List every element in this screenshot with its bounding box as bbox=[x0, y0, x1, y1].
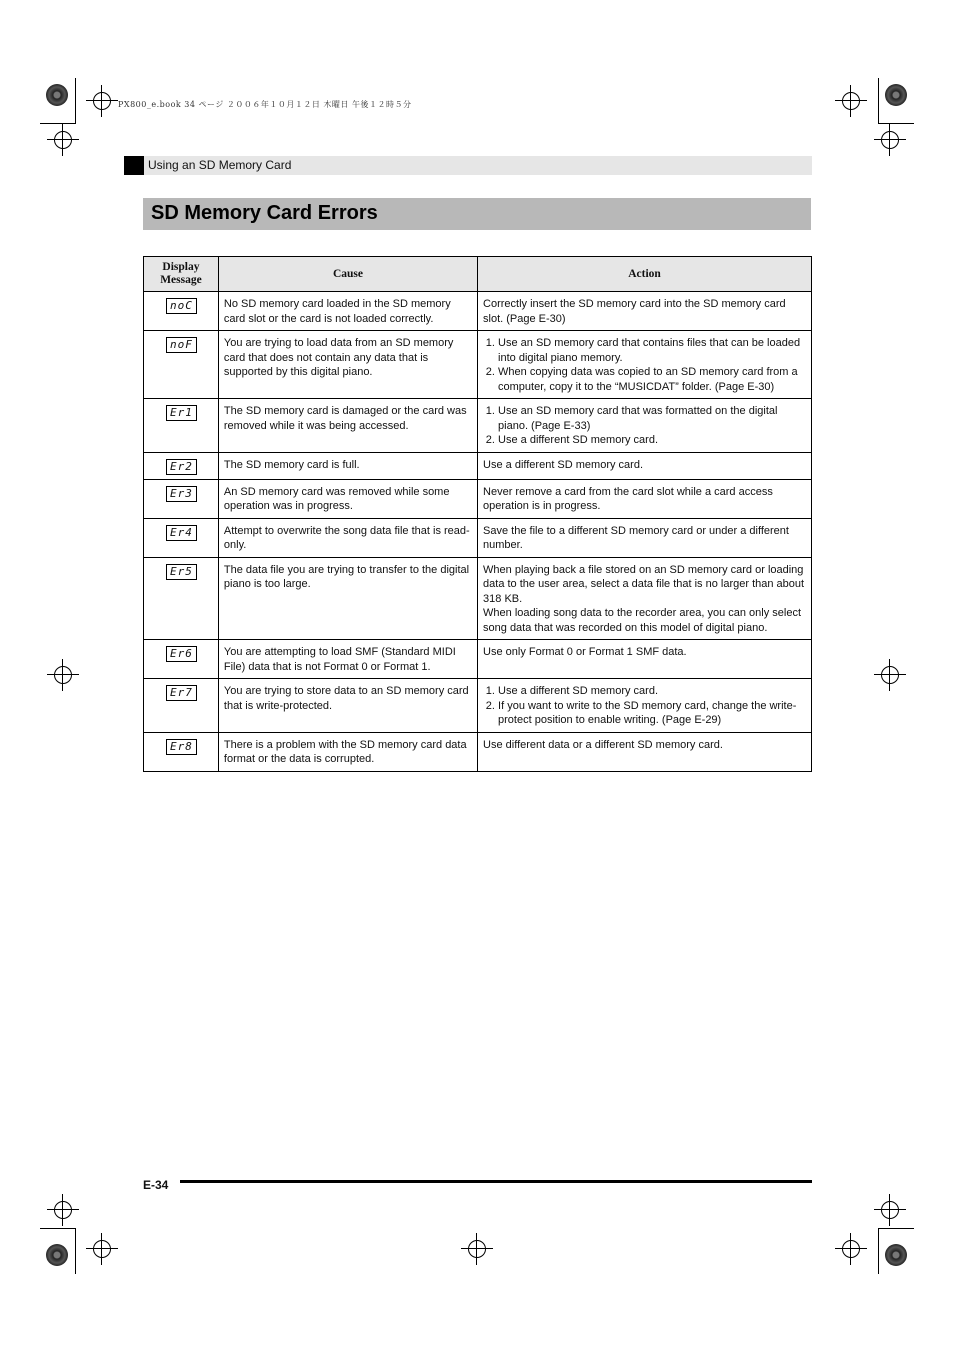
registration-mark bbox=[881, 1201, 899, 1219]
table-row bbox=[144, 640, 812, 679]
action-cell: Save the file to a different SD memory card or under a different number. bbox=[478, 518, 812, 557]
cause-cell: You are attempting to load SMF (Standard MIDI File) data that is not Format 0 or Format 1. bbox=[218, 640, 477, 679]
crop-mark bbox=[878, 78, 879, 124]
crop-mark bbox=[75, 1228, 76, 1274]
action-step: 1. Use a different SD memory card. bbox=[498, 684, 807, 699]
table-header-row bbox=[144, 257, 812, 292]
registration-disc-top-left bbox=[46, 84, 68, 106]
table-row bbox=[144, 292, 812, 331]
registration-mark bbox=[93, 92, 111, 110]
registration-disc-bottom-left bbox=[46, 1244, 68, 1266]
action-step: 2. When copying data was copied to an SD memory card from a computer, copy it to the “MUSICDAT” folder. (Page E-30) bbox=[498, 365, 807, 394]
crop-mark bbox=[878, 1228, 914, 1229]
running-head-marker bbox=[124, 156, 144, 175]
cause-cell: The SD memory card is damaged or the card was removed while it was being accessed. bbox=[218, 399, 477, 453]
lcd-display-message: Er3 bbox=[166, 486, 197, 502]
cause-cell: You are trying to load data from an SD memory card that does not contain any data that is supported by this digital piano. bbox=[218, 331, 477, 399]
crop-mark bbox=[40, 123, 76, 124]
registration-mark bbox=[54, 131, 72, 149]
crop-mark bbox=[75, 78, 76, 124]
registration-mark bbox=[842, 1240, 860, 1258]
action-cell bbox=[478, 331, 812, 399]
action-step: 1. Use an SD memory card that contains files that can be loaded into digital piano memory. bbox=[498, 336, 807, 365]
registration-mark bbox=[881, 666, 899, 684]
lcd-display-message: Er7 bbox=[166, 685, 197, 701]
lcd-display-message: Er4 bbox=[166, 525, 197, 541]
crop-mark bbox=[878, 1228, 879, 1274]
header-cause: Cause bbox=[218, 257, 477, 292]
action-cell: Use a different SD memory card. bbox=[478, 452, 812, 479]
cause-cell: You are trying to store data to an SD memory card that is write-protected. bbox=[218, 679, 477, 733]
action-step: 2. Use a different SD memory card. bbox=[498, 433, 807, 448]
table-row bbox=[144, 557, 812, 640]
lcd-display-message: Er1 bbox=[166, 405, 197, 421]
action-cell: Correctly insert the SD memory card into the SD memory card slot. (Page E-30) bbox=[478, 292, 812, 331]
print-slug: PX800_e.book 34 ページ ２００６年１０月１２日 木曜日 午後１２時５分 bbox=[118, 100, 412, 109]
lcd-display-message: Er6 bbox=[166, 646, 197, 662]
registration-mark bbox=[881, 131, 899, 149]
action-cell bbox=[478, 557, 812, 640]
lcd-display-message: Er8 bbox=[166, 739, 197, 755]
lcd-display-message: Er5 bbox=[166, 564, 197, 580]
registration-mark bbox=[54, 666, 72, 684]
lcd-display-message: Er2 bbox=[166, 459, 197, 475]
cause-cell: An SD memory card was removed while some operation was in progress. bbox=[218, 479, 477, 518]
running-head bbox=[124, 156, 812, 175]
registration-mark bbox=[54, 1201, 72, 1219]
cause-cell: Attempt to overwrite the song data file that is read-only. bbox=[218, 518, 477, 557]
error-table bbox=[143, 256, 812, 772]
cause-cell: The data file you are trying to transfer to the digital piano is too large. bbox=[218, 557, 477, 640]
action-step: 2. If you want to write to the SD memory card, change the write-protect position to enable writing. (Page E-29) bbox=[498, 699, 807, 728]
table-row bbox=[144, 331, 812, 399]
header-action: Action bbox=[478, 257, 812, 292]
action-step: 1. Use an SD memory card that was formatted on the digital piano. (Page E-33) bbox=[498, 404, 807, 433]
lcd-display-message: noF bbox=[166, 337, 197, 353]
registration-disc-top-right bbox=[885, 84, 907, 106]
cause-cell: There is a problem with the SD memory card data format or the data is corrupted. bbox=[218, 732, 477, 771]
page-number: E-34 bbox=[143, 1178, 169, 1192]
page-title: SD Memory Card Errors bbox=[151, 202, 378, 224]
crop-mark bbox=[40, 1228, 76, 1229]
action-cell: Never remove a card from the card slot while a card access operation is in progress. bbox=[478, 479, 812, 518]
table-row bbox=[144, 399, 812, 453]
lcd-display-message: noC bbox=[166, 298, 197, 314]
section-title-bar bbox=[143, 198, 811, 230]
table-row bbox=[144, 732, 812, 771]
table-row bbox=[144, 518, 812, 557]
registration-mark bbox=[468, 1240, 486, 1258]
registration-mark bbox=[93, 1240, 111, 1258]
action-text-extra: When loading song data to the recorder area, you can only select song data that was recorded on this model of digital piano. bbox=[483, 607, 802, 634]
crop-mark bbox=[878, 123, 914, 124]
table-row bbox=[144, 452, 812, 479]
action-cell bbox=[478, 399, 812, 453]
cause-cell: No SD memory card loaded in the SD memory card slot or the card is not loaded correctly. bbox=[218, 292, 477, 331]
registration-mark bbox=[842, 92, 860, 110]
action-cell: Use different data or a different SD memory card. bbox=[478, 732, 812, 771]
registration-disc-bottom-right bbox=[885, 1244, 907, 1266]
action-cell bbox=[478, 679, 812, 733]
header-display-message: Display Message bbox=[144, 257, 219, 292]
running-head-text: Using an SD Memory Card bbox=[148, 158, 292, 172]
footer-rule bbox=[180, 1180, 812, 1183]
table-row bbox=[144, 479, 812, 518]
table-row bbox=[144, 679, 812, 733]
cause-cell: The SD memory card is full. bbox=[218, 452, 477, 479]
action-text: When playing back a file stored on an SD memory card or loading data to the user area, select a data file that is no larger than about 318 KB. bbox=[483, 563, 805, 605]
action-cell: Use only Format 0 or Format 1 SMF data. bbox=[478, 640, 812, 679]
